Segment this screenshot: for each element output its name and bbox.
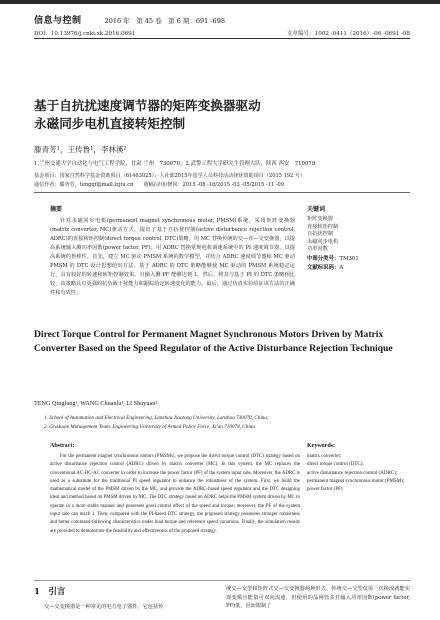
- keyword-cn: 直接转矩控制: [307, 223, 339, 230]
- title-en: Direct Torque Control for Permanent Magnet Synchronous Motors Driven by Matrix Converter Based on the Speed Regulator of the Active Disturbance Rejection Technique: [34, 329, 393, 354]
- funding-info: [34, 172, 414, 189]
- keyword-en: permanent magnet synchronous motor (PMSM);: [307, 478, 405, 484]
- funding-rule: [34, 192, 410, 193]
- keyword-en: active disturbance rejection control (ADRC);: [307, 470, 398, 476]
- abstract-cn-label: 摘要: [50, 206, 63, 213]
- classification-label: 中图分类号：: [307, 255, 340, 262]
- affiliation-en: [44, 414, 269, 432]
- top-bar: [0, 0, 440, 4]
- keywords-en: [307, 443, 407, 494]
- affiliation-en-line2: 2. Graduate Management Team, Engineering University of Armed Police Force, Xi'an 710078, China: [44, 424, 255, 430]
- keyword-en: direct torque control (DTC);: [307, 462, 364, 468]
- affiliation-en-line1: 1. School of Automation and Electrical Engineering, Lanzhou Jiaotong University, Lanzhou 730070, China;: [44, 415, 269, 421]
- keyword-en: matrix converter;: [307, 454, 342, 459]
- header-rule: [34, 38, 410, 39]
- abstract-en: [50, 443, 300, 536]
- funding-line1: 基金项目：国家自然科学基金资助项目（61463025）；人社部2015年留学人员科技活动择优资助项目（2015 192 号）: [34, 173, 306, 179]
- body-text-right: 统交—交型和矩阵式交—交变换器两种形式。传统交—交型仅需一次换流就能实现变频且能量可双向流通，但使用的晶闸管多且输入功率因数(power factor, PF)低，因而限制了: [226, 586, 410, 610]
- keyword-cn: 自抗扰控制: [307, 231, 333, 238]
- keywords-en-label: Keywords:: [307, 443, 335, 449]
- title-cn-line1: 基于自抗扰速度调节器的矩阵变换器驱动: [34, 98, 261, 113]
- title-cn-line2: 永磁同步电机直接转矩控制: [34, 116, 186, 131]
- keyword-en: power factor (PF): [307, 487, 343, 493]
- abstract-en-text: For the permanent magnet synchronous motors (PMSMs), we propose the direct torque control (DTC) strategy based on active disturbance rejection control (ADRC) driven by matrix converter (MC). In this system, the MC replaces the conventional AC-DC-AC converter in order to increase the power factor (PF) of the system input side. Moreover, the ADRC is used as a substitute for the traditional PI speed regulator to enhance the robustness of the system. First, we build the mathematical model of the PMSM driven by the MC, and provide the ADRC-based speed regulator and the DTC designing ideal and method based on PMSM driven by MC. The DTC strategy based on ADRC helps the PMSM system driven by MC to operate in a more stable manner and possesses good control effect of the speed and torque; moreover, the PF of the system input side can reach 1. Then, compared with the PI-based DTC strategy, the proposed strategy possesses stronger robustness and better command-following characteristics under load torque and reference speed variations. Finally, the simulation results are provided to demonstrate the feasibility and effectiveness of the proposed strategy.: [50, 454, 300, 534]
- volume-info: 2016 年 第 45 卷 第 6 期：691 -698: [104, 17, 225, 25]
- affiliation-cn: 1.兰州交通大学自动化与电气工程学院，甘肃 兰州 730070；2.武警工程大学研究生管理大队，陕西 西安 710078: [34, 161, 316, 167]
- classification: [307, 255, 407, 263]
- keyword-cn: 矩阵变换器: [307, 216, 333, 222]
- keyword-cn: 永磁同步电机: [307, 238, 339, 245]
- page-header: [34, 8, 410, 42]
- doi: DOI：10.13976/j.cnki.xk.2016.0691: [34, 31, 136, 37]
- journal-name: 信息与控制: [34, 15, 82, 25]
- section-heading: 1 引言: [34, 587, 66, 597]
- abstract-en-label: Abstract:: [50, 443, 75, 449]
- article-number: 文章编号：1002 -0411（2016）-06 -0691 -08: [286, 31, 410, 37]
- classification-value: TM301: [339, 255, 359, 262]
- authors-cn: 滕青芳¹，王传鲁¹，李林溪²: [34, 145, 127, 154]
- body-text-left: 交—交变换器是一种常见的电力电子器件，它包括传: [44, 604, 164, 610]
- title-cn: [34, 97, 374, 133]
- document-code-value: A: [339, 264, 344, 271]
- keywords-cn-label: 关键词: [307, 206, 326, 213]
- authors-en: TENG Qingfang¹, WANG Chuanlu¹, LI Shuyuan²: [34, 400, 158, 407]
- funding-line2: 通信作者：滕青芳，tengqf@mail.lzjtu.cn 收稿/录用/修回：2015 -08 -18/2015 -03 -05/2015 -11 -09: [34, 181, 284, 188]
- keywords-cn: [307, 204, 407, 272]
- keyword-cn: 功率因数: [307, 246, 328, 253]
- abstract-cn-text: 针对永磁同步电机(permanent magnet synchronous motor, PMSM)系统，采用矩阵变换器(matrix converter, MC)驱动方式，提出了基于自抗扰控制(active disturbance rejection control, ADRC)的直接转矩控制(direct torque control, DTC)策略。用 MC 替换传统的交—直—交变换器，以提高系统输入侧功率因数(power factor, PF)；用 ADRC 替换常规电机调速系统中的 PI 速度调节器，以提高系统的鲁棒性。首先，建立 MC 驱动 PMSM 系统的数学模型，并结合 ADRC 速度调节器和 MC 驱动 PMSM 的 DTC 设计思想给出方法。基于 ADRC 的 DTC 策略能够使 MC 驱动的 PMSM 系统稳定运行，具有较好的转速和转矩控制效果，且输入侧 PF 能够达到 1。然后，将其与基于 PI 的 DTC 策略相比较，该策略具有更强的抗负载干扰能力和跟踪给定转速变化的能力。最后，通过仿真实验验证该方法的正确性和有效性。: [50, 218, 295, 296]
- document-code-label: 文献标识码：: [307, 264, 340, 271]
- abstract-cn: [50, 204, 295, 298]
- section-rule: [34, 580, 410, 581]
- document-code: [307, 264, 407, 272]
